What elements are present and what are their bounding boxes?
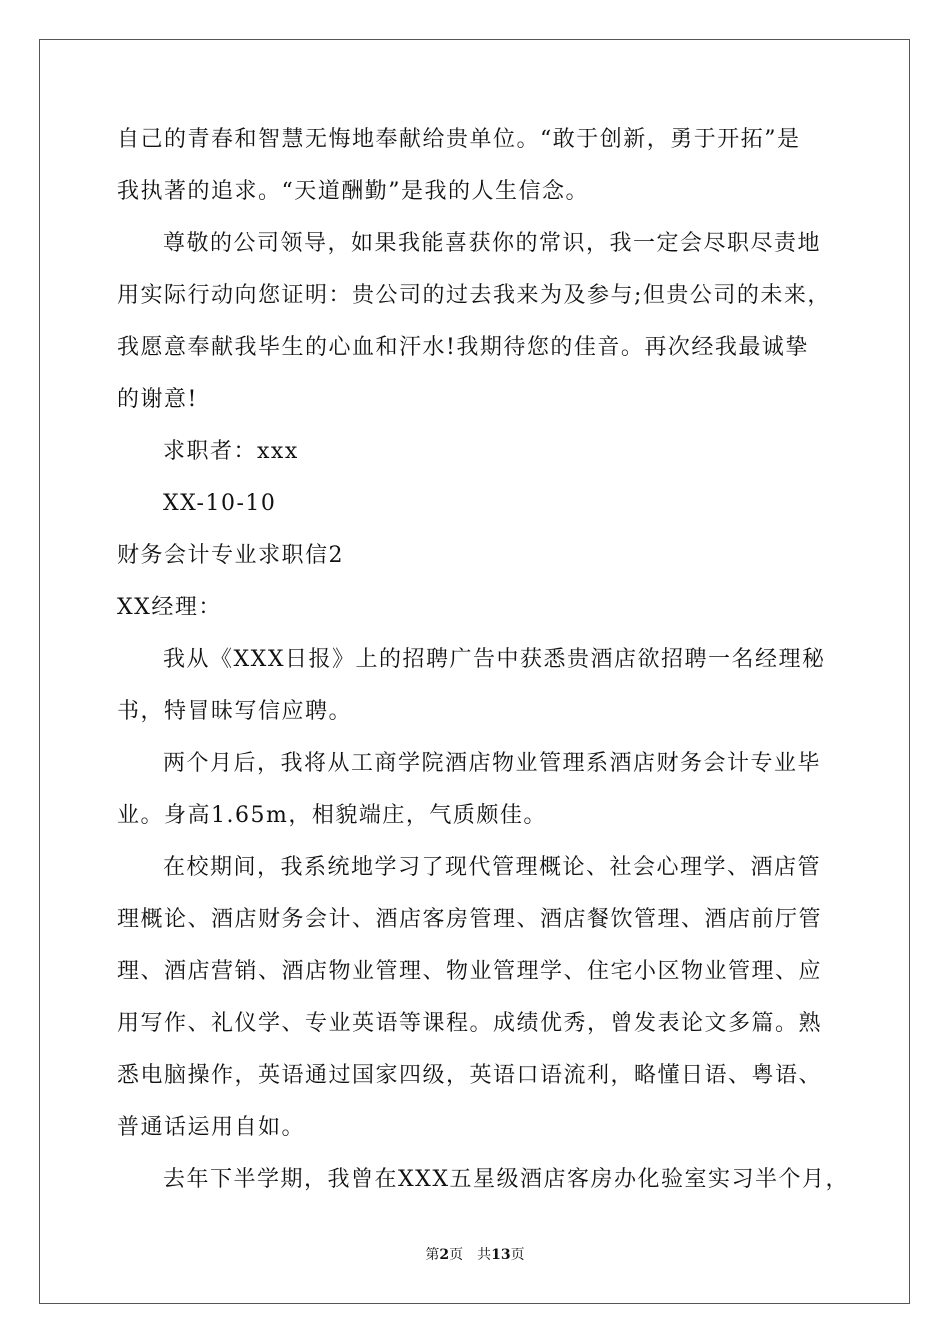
body-line: 普通话运用自如。 <box>117 1115 306 1140</box>
body-line: 在校期间，我系统地学习了现代管理概论、社会心理学、酒店管 <box>163 855 822 880</box>
body-line: 尊敬的公司领导，如果我能喜获你的常识，我一定会尽职尽责地 <box>163 231 822 256</box>
body-line: 我愿意奉献我毕生的心血和汗水!我期待您的佳音。再次经我最诚挚 <box>117 335 809 360</box>
body-line: 业。身高1.65m，相貌端庄，气质颇佳。 <box>117 803 547 828</box>
signature-name: 求职者：xxx <box>163 439 299 464</box>
body-line: 两个月后，我将从工商学院酒店物业管理系酒店财务会计专业毕 <box>163 751 822 776</box>
body-line: 去年下半学期，我曾在XXX五星级酒店客房办化验室实习半个月， <box>163 1167 849 1192</box>
body-line: 悉电脑操作，英语通过国家四级，英语口语流利，略懂日语、粤语、 <box>117 1063 823 1088</box>
footer-mid: 页 共 <box>449 1247 492 1263</box>
body-line: 用写作、礼仪学、专业英语等课程。成绩优秀，曾发表论文多篇。熟 <box>117 1011 823 1036</box>
signature-date: XX-10-10 <box>163 491 277 516</box>
body-line: 用实际行动向您证明：贵公司的过去我来为及参与;但贵公司的未来， <box>117 283 831 308</box>
body-line: 书，特冒昧写信应聘。 <box>117 699 353 724</box>
footer-suffix: 页 <box>510 1247 525 1263</box>
body-line: 我执著的追求。“天道酬勤”是我的人生信念。 <box>117 179 589 204</box>
total-page-count: 13 <box>491 1247 511 1263</box>
body-line: 我从《XXX日报》上的招聘广告中获悉贵酒店欲招聘一名经理秘 <box>163 647 826 672</box>
current-page-number: 2 <box>439 1247 450 1263</box>
body-line: 理概论、酒店财务会计、酒店客房管理、酒店餐饮管理、酒店前厅管 <box>117 907 823 932</box>
body-line: 的谢意! <box>117 387 198 412</box>
section-title: 财务会计专业求职信2 <box>117 543 344 568</box>
salutation: XX经理： <box>117 595 222 620</box>
body-line: 自己的青春和智慧无悔地奉献给贵单位。“敢于创新，勇于开拓”是 <box>117 127 801 152</box>
body-line: 理、酒店营销、酒店物业管理、物业管理学、住宅小区物业管理、应 <box>117 959 823 984</box>
page-footer <box>0 1245 950 1265</box>
footer-prefix: 第 <box>425 1247 440 1263</box>
